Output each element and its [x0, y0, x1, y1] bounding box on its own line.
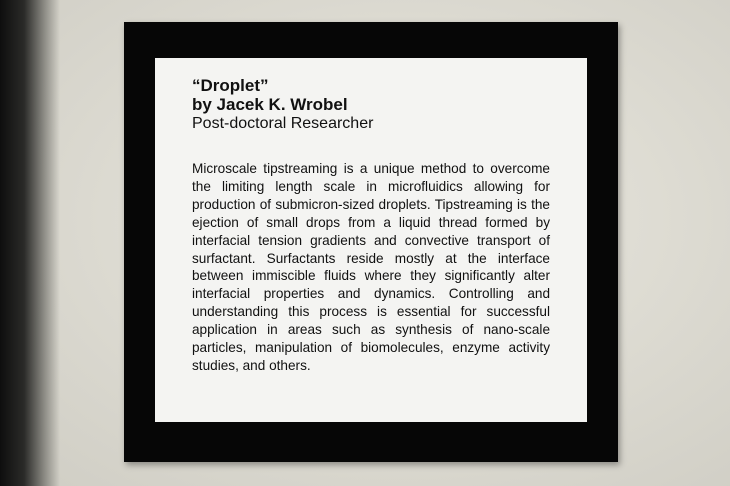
artwork-description: Microscale tipstreaming is a unique method to overcome the limiting length scale in microfluidics allowing for production of submicron-sized droplets. Tipstreaming is the ejection of small drops from a liquid thread formed by interfacial tension gradients and convective transport of surfactant. Surfactants reside mostly at the interface between immiscible fluids where they significantly alter interfacial properties and dynamics. Controlling and understanding this process is essential for successful application in areas such as synthesis of nano-scale particles, manipulation of biomolecules, enzyme activity studies, and others.: [192, 161, 550, 373]
artist-byline: by Jacek K. Wrobel: [192, 95, 348, 114]
artwork-title: “Droplet”: [192, 76, 269, 95]
placard-heading: [192, 76, 582, 134]
artist-role: Post-doctoral Researcher: [192, 115, 374, 132]
placard-card: [155, 58, 587, 422]
wall-shadow: [0, 0, 60, 486]
